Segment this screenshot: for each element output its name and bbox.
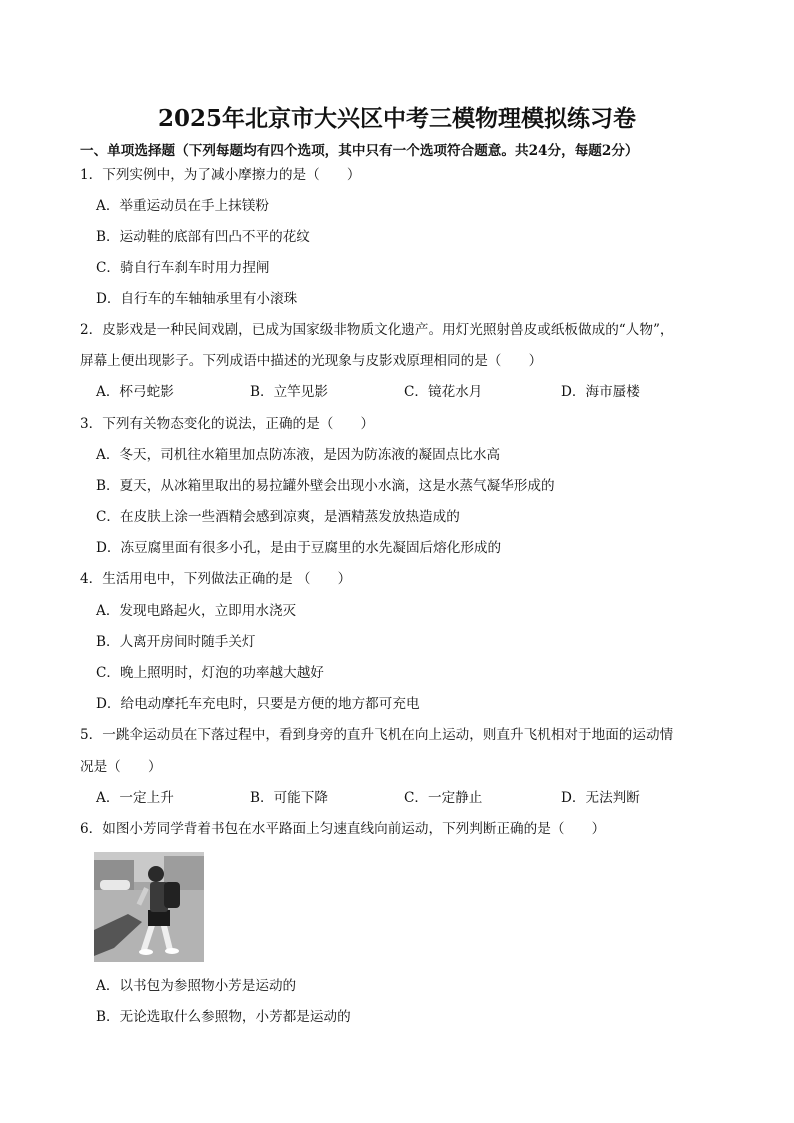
question-2-stem-line1: 2．皮影戏是一种民间戏剧，已成为国家级非物质文化遗产。用灯光照射兽皮或纸板做成的“人物”， — [80, 322, 674, 338]
question-1-option-a: A．举重运动员在手上抹镁粉 — [96, 198, 269, 214]
question-3-stem: 3．下列有关物态变化的说法，正确的是（ ） — [80, 416, 375, 432]
question-5-option-b: B．可能下降 — [250, 790, 328, 806]
question-5-option-c: C．一定静止 — [404, 790, 483, 806]
question-6-option-b: B．无论选取什么参照物，小芳都是运动的 — [96, 1009, 351, 1025]
question-4-option-b: B．人离开房间时随手关灯 — [96, 634, 256, 650]
question-4-option-c: C．晚上照明时，灯泡的功率越大越好 — [96, 665, 324, 681]
section-heading: 一、单项选择题（下列每题均有四个选项，其中只有一个选项符合题意。共24分，每题2分） — [80, 143, 639, 159]
question-6-option-a: A．以书包为参照物小芳是运动的 — [96, 978, 297, 994]
question-5-option-d: D．无法判断 — [561, 790, 640, 806]
question-5-stem-line1: 5．一跳伞运动员在下落过程中，看到身旁的直升飞机在向上运动，则直升飞机相对于地面的运动情 — [80, 727, 674, 743]
question-3-option-a: A．冬天，司机往水箱里加点防冻液，是因为防冻液的凝固点比水高 — [96, 447, 501, 463]
question-4-option-d: D．给电动摩托车充电时，只要是方便的地方都可充电 — [96, 696, 420, 712]
question-2-option-c: C．镜花水月 — [404, 384, 483, 400]
question-3-option-b: B．夏天，从冰箱里取出的易拉罐外壁会出现小水滴，这是水蒸气凝华形成的 — [96, 478, 555, 494]
exam-title: 2025年北京市大兴区中考三模物理模拟练习卷 — [157, 105, 636, 132]
question-2-option-a: A．杯弓蛇影 — [96, 384, 174, 400]
question-1-option-c: C．骑自行车刹车时用力捏闸 — [96, 260, 270, 276]
question-2-option-d: D．海市蜃楼 — [561, 384, 640, 400]
question-5-stem-line2: 况是（ ） — [80, 759, 162, 775]
question-4-stem: 4．生活用电中，下列做法正确的是 （ ） — [80, 571, 352, 587]
question-2-option-b: B．立竿见影 — [250, 384, 328, 400]
question-1-option-b: B．运动鞋的底部有凹凸不平的花纹 — [96, 229, 310, 245]
question-1-stem: 1．下列实例中，为了减小摩擦力的是（ ） — [80, 167, 361, 183]
question-5-option-a: A．一定上升 — [96, 790, 174, 806]
student-walking-photo — [94, 852, 204, 962]
photo-illustration — [94, 852, 204, 962]
question-6-stem: 6．如图小芳同学背着书包在水平路面上匀速直线向前运动，下列判断正确的是（ ） — [80, 821, 606, 837]
question-4-option-a: A．发现电路起火，立即用水浇灭 — [96, 603, 297, 619]
question-3-option-d: D．冻豆腐里面有很多小孔，是由于豆腐里的水先凝固后熔化形成的 — [96, 540, 502, 556]
question-3-option-c: C．在皮肤上涂一些酒精会感到凉爽，是酒精蒸发放热造成的 — [96, 509, 460, 525]
question-2-stem-line2: 屏幕上便出现影子。下列成语中描述的光现象与皮影戏原理相同的是（ ） — [80, 353, 543, 369]
question-1-option-d: D．自行车的车轴轴承里有小滚珠 — [96, 291, 298, 307]
